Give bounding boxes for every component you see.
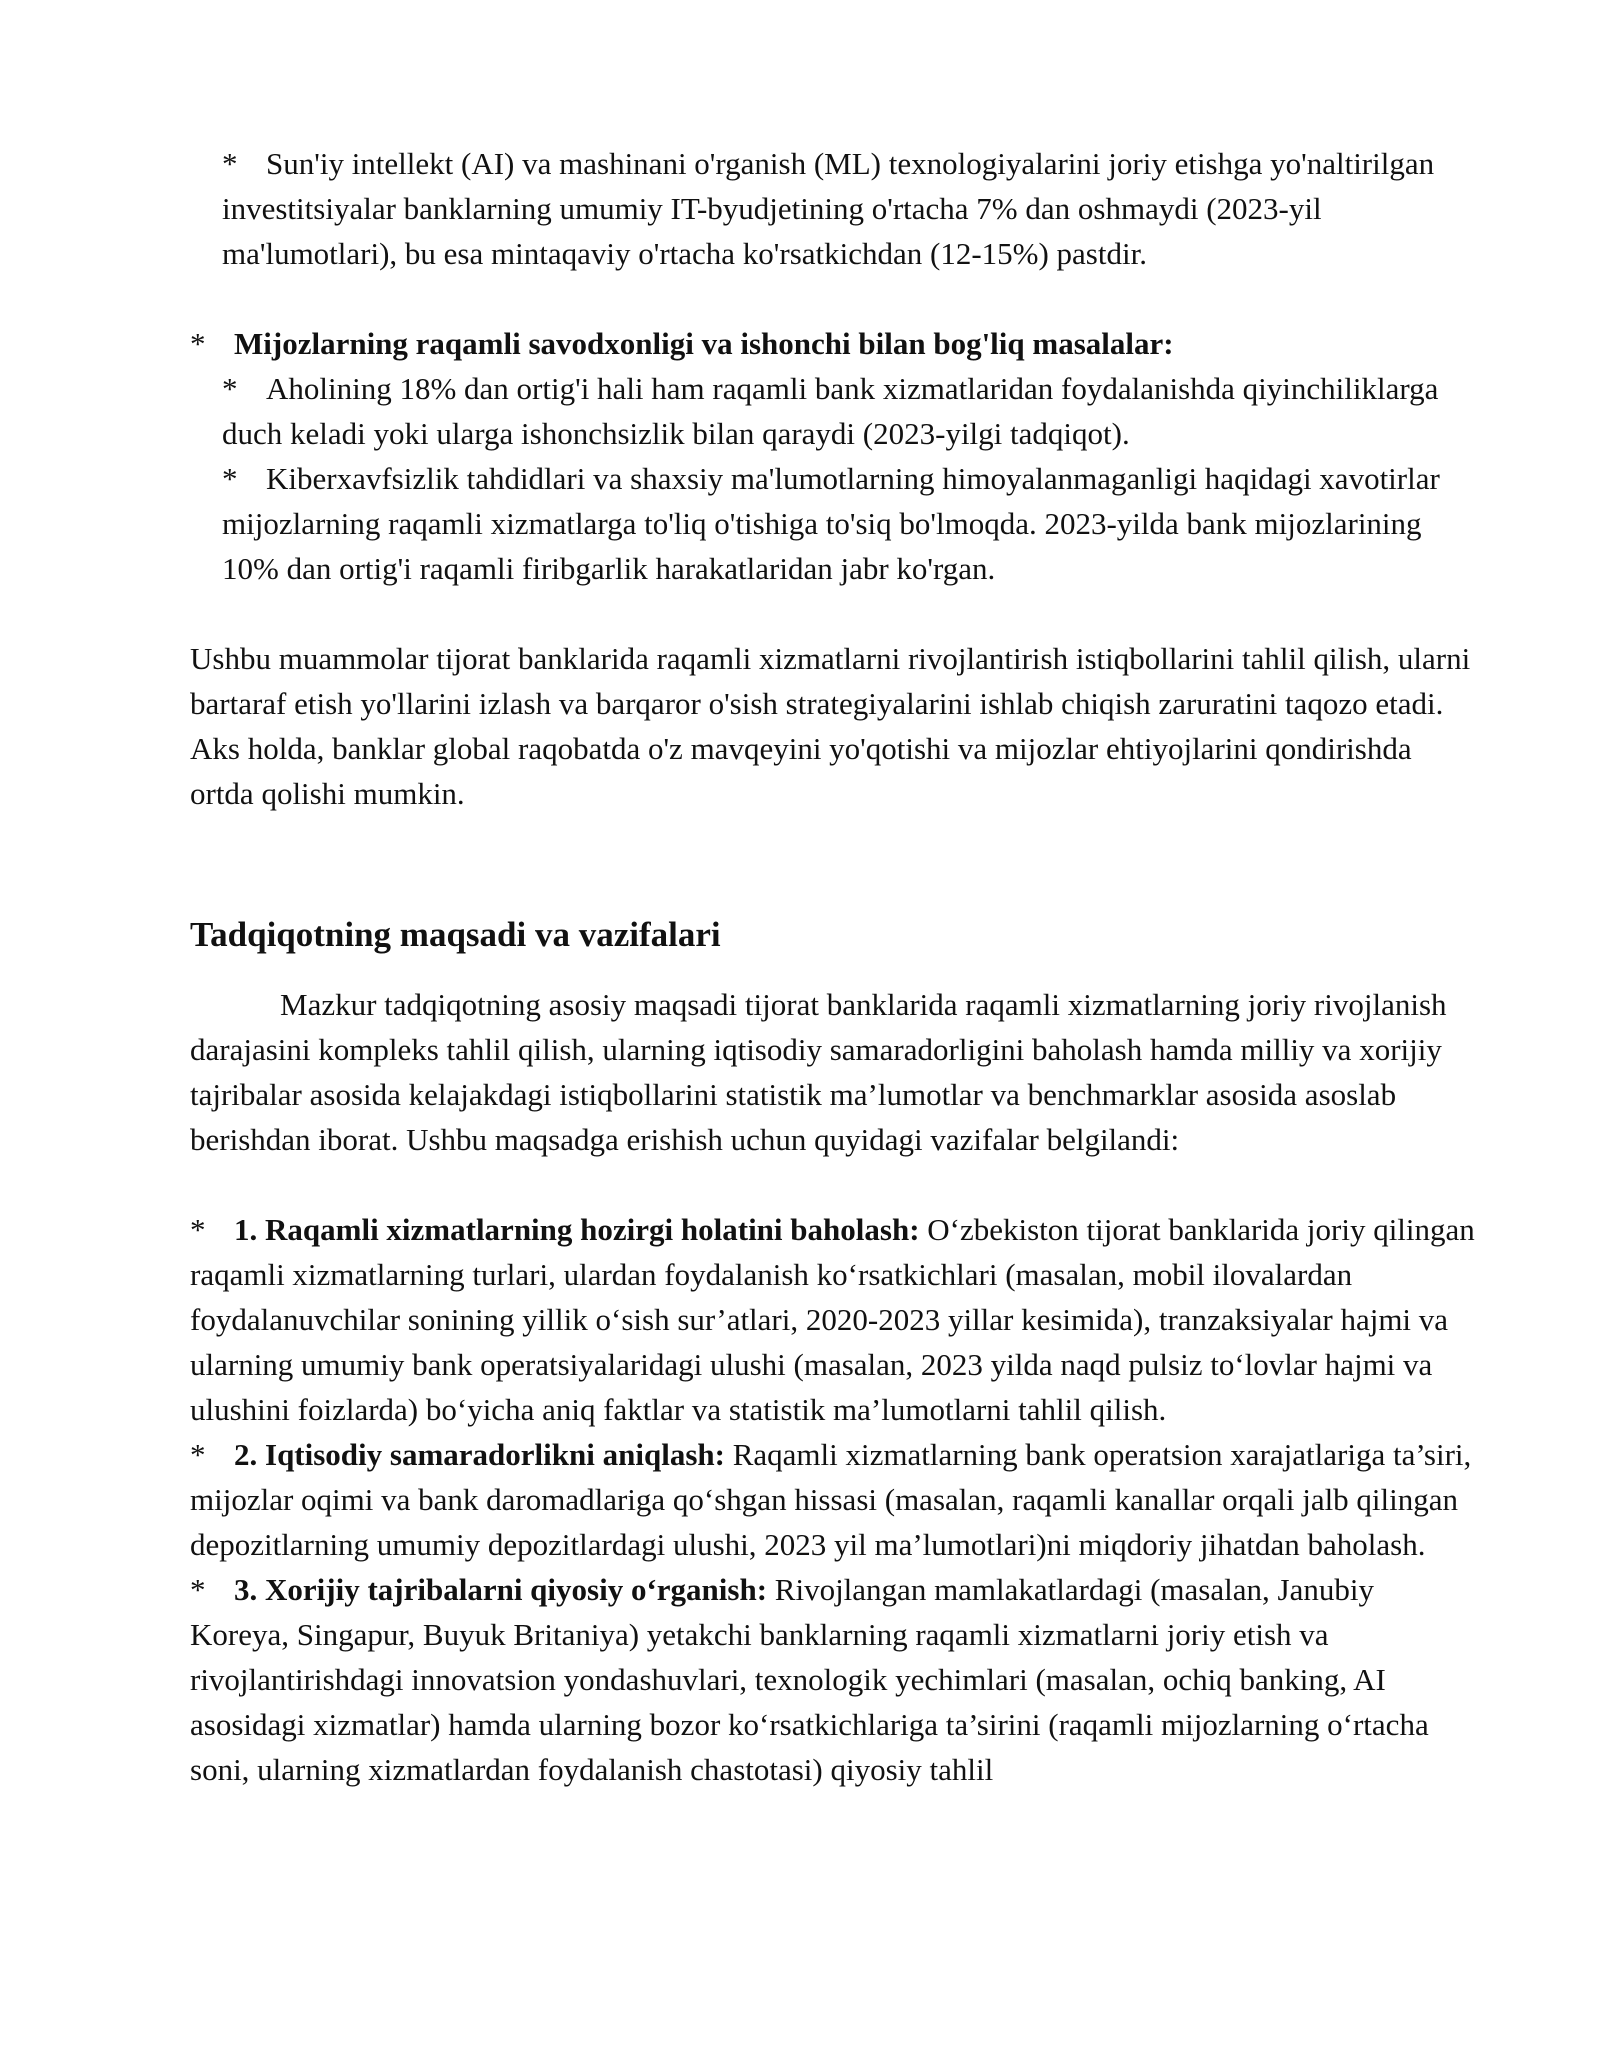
bullet-star: * <box>222 371 238 406</box>
spacer <box>190 591 1480 636</box>
spacer <box>190 816 1480 906</box>
task-text: Rivojlangan mamlakatlardagi (masalan, Janubiy Koreya, Singapur, Buyuk Britaniya) yetakchi banklarning raqamli xizmatlarni joriy etish va rivojlantirishdagi innovatsion yondashuvlari, texnologik yechimlari (masalan, ochiq banking, AI asosidagi xizmatlar) hamda ularning bozor ko‘rsatkichlariga ta’sirini (raqamli mijozlarning o‘rtacha soni, ularning xizmatlardan foydalanish chastotasi) qiyosiy tahlil <box>190 1572 1429 1787</box>
spacer <box>190 1162 1480 1207</box>
bullet-star: * <box>190 1437 206 1472</box>
bullet-star: * <box>190 326 206 361</box>
task-text: Raqamli xizmatlarning bank operatsion xarajatlariga ta’siri, mijozlar oqimi va bank daromadlariga qo‘shgan hissasi (masalan, raqamli kanallar orqali jalb qilingan depozitlarning umumiy depozitlardagi ulushi, 2023 yil ma’lumotlari)ni miqdoriy jihatdan baholash. <box>190 1437 1472 1562</box>
section-title: Tadqiqotning maqsadi va vazifalari <box>190 915 721 954</box>
task-title: 3. Xorijiy tajribalarni qiyosiy o‘rganish: <box>234 1572 768 1607</box>
literacy-heading-item <box>190 321 1480 366</box>
ai-investment-item <box>190 141 1480 276</box>
literacy-heading: Mijozlarning raqamli savodxonligi va ishonchi bilan bog'liq masalalar: <box>234 326 1174 361</box>
literacy-item-2 <box>190 456 1480 591</box>
bullet-star: * <box>222 461 238 496</box>
task-item-3 <box>190 1567 1480 1792</box>
document-page <box>190 141 1480 1792</box>
literacy-item-1 <box>190 366 1480 456</box>
bullet-star: * <box>190 1572 206 1607</box>
task-text: O‘zbekiston tijorat banklarida joriy qilingan raqamli xizmatlarning turlari, ulardan foydalanish ko‘rsatkichlari (masalan, mobil ilovalardan foydalanuvchilar sonining yillik o‘sish sur’atlari, 2020-2023 yillar kesimida), tranzaksiyalar hajmi va ularning umumiy bank operatsiyalaridagi ulushi (masalan, 2023 yilda naqd pulsiz to‘lovlar hajmi va ulushini foizlarda) bo‘yicha aniq faktlar va statistik ma’lumotlarni tahlil qilish. <box>190 1212 1475 1427</box>
intro-paragraph: Mazkur tadqiqotning asosiy maqsadi tijorat banklarida raqamli xizmatlarning joriy rivojlanish darajasini kompleks tahlil qilish, ularning iqtisodiy samaradorligini baholash hamda milliy va xorijiy tajribalar asosida kelajakdagi istiqbollarini statistik ma’lumotlar va benchmarklar asosida asoslab berishdan iborat. Ushbu maqsadga erishish uchun quyidagi vazifalar belgilandi: <box>190 987 1447 1157</box>
ai-investment-text: Sun'iy intellekt (AI) va mashinani o'rganish (ML) texnologiyalarini joriy etishga yo'naltirilgan investitsiyalar banklarning umumiy IT-byudjetining o'rtacha 7% dan oshmaydi (2023-yil ma'lumotlari), bu esa mintaqaviy o'rtacha ko'rsatkichdan (12-15%) pastdir. <box>222 146 1435 271</box>
bullet-star: * <box>222 146 238 181</box>
task-item-1 <box>190 1207 1480 1432</box>
literacy-item-text: Kiberxavfsizlik tahdidlari va shaxsiy ma'lumotlarning himoyalanmaganligi haqidagi xavotirlar mijozlarning raqamli xizmatlarga to'liq o'tishiga to'siq bo'lmoqda. 2023-yilda bank mijozlarining 10% dan ortig'i raqamli firibgarlik harakatlaridan jabr ko'rgan. <box>222 461 1440 586</box>
literacy-item-text: Aholining 18% dan ortig'i hali ham raqamli bank xizmatlaridan foydalanishda qiyinchiliklarga duch keladi yoki ularga ishonchsizlik bilan qaraydi (2023-yilgi tadqiqot). <box>222 371 1439 451</box>
bullet-star: * <box>190 1212 206 1247</box>
spacer <box>190 276 1480 321</box>
task-item-2 <box>190 1432 1480 1567</box>
conclusion-paragraph: Ushbu muammolar tijorat banklarida raqamli xizmatlarni rivojlantirish istiqbollarini tahlil qilish, ularni bartaraf etish yo'llarini izlash va barqaror o'sish strategiyalarini ishlab chiqish zaruratini taqozo etadi. Aks holda, banklar global raqobatda o'z mavqeyini yo'qotishi va mijozlar ehtiyojlarini qondirishda ortda qolishi mumkin. <box>190 641 1471 811</box>
task-title: 1. Raqamli xizmatlarning hozirgi holatini baholash: <box>234 1212 920 1247</box>
task-title: 2. Iqtisodiy samaradorlikni aniqlash: <box>234 1437 725 1472</box>
